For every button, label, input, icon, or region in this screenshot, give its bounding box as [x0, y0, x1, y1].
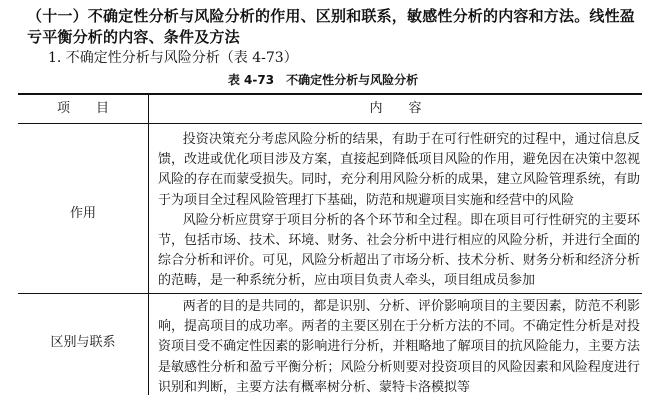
paragraph: 风险分析应贯穿于项目分析的各个环节和全过程。即在项目可行性研究的主要环节，包括市场、技术、环境、财务、社会分析中进行相应的风险分析，并进行全面的综合分析和评价。可见，风险分析超出了市场分析、技术分析、财务分析和经济分析的范畴，是一种系统分析，应由项目负责人牵头，项目组成员参加 [158, 212, 640, 289]
row-content-function [158, 130, 640, 292]
table-caption-number: 表 4-73 [227, 73, 275, 87]
row-divider [18, 293, 642, 294]
paragraph: 投资决策充分考虑风险分析的结果，有助于在可行性研究的过程中，通过信息反馈，改进或优化项目涉及方案，直接起到降低项目风险的作用，避免因在决策中忽视风险的存在而蒙受损失。同时，充分利用风险分析的成果，建立风险管理系统，有助于为项目全过程风险管理打下基础，防范和规避项目实施和经营中的风险 [158, 132, 640, 208]
paragraph: 两者的目的是共同的，都是识别、分析、评价影响项目的主要因素，防范不利影响，提高项目的成功率。两者的主要区别在于分析方法的不同。不确定性分析是对投资项目受不确定性因素的影响进行分析，并粗略地了解项目的抗风险能力，主要方法是敏感性分析和盈亏平衡分析；风险分析则要对投资项目的风险因素和风险程度进行识别和判断，主要方法有概率树分析、蒙特卡洛模拟等 [158, 299, 640, 395]
data-table [18, 93, 642, 395]
section-heading: （十一）不确定性分析与风险分析的作用、区别和联系，敏感性分析的内容和方法。线性盈亏平衡分析的内容、条件及方法 [27, 7, 636, 46]
row-label-difference: 区别与联系 [50, 335, 116, 350]
table-caption-title: 不确定性分析与风险分析 [286, 73, 419, 87]
table-caption [0, 72, 646, 88]
column-divider [148, 95, 149, 395]
subsection-heading: 1. 不确定性分析与风险分析（表 4-73） [48, 50, 298, 66]
header-content: 内 容 [369, 101, 422, 116]
header-item: 项 目 [56, 101, 109, 116]
row-label-function: 作用 [69, 206, 96, 221]
row-content-difference [158, 297, 640, 398]
header-divider [18, 123, 642, 124]
